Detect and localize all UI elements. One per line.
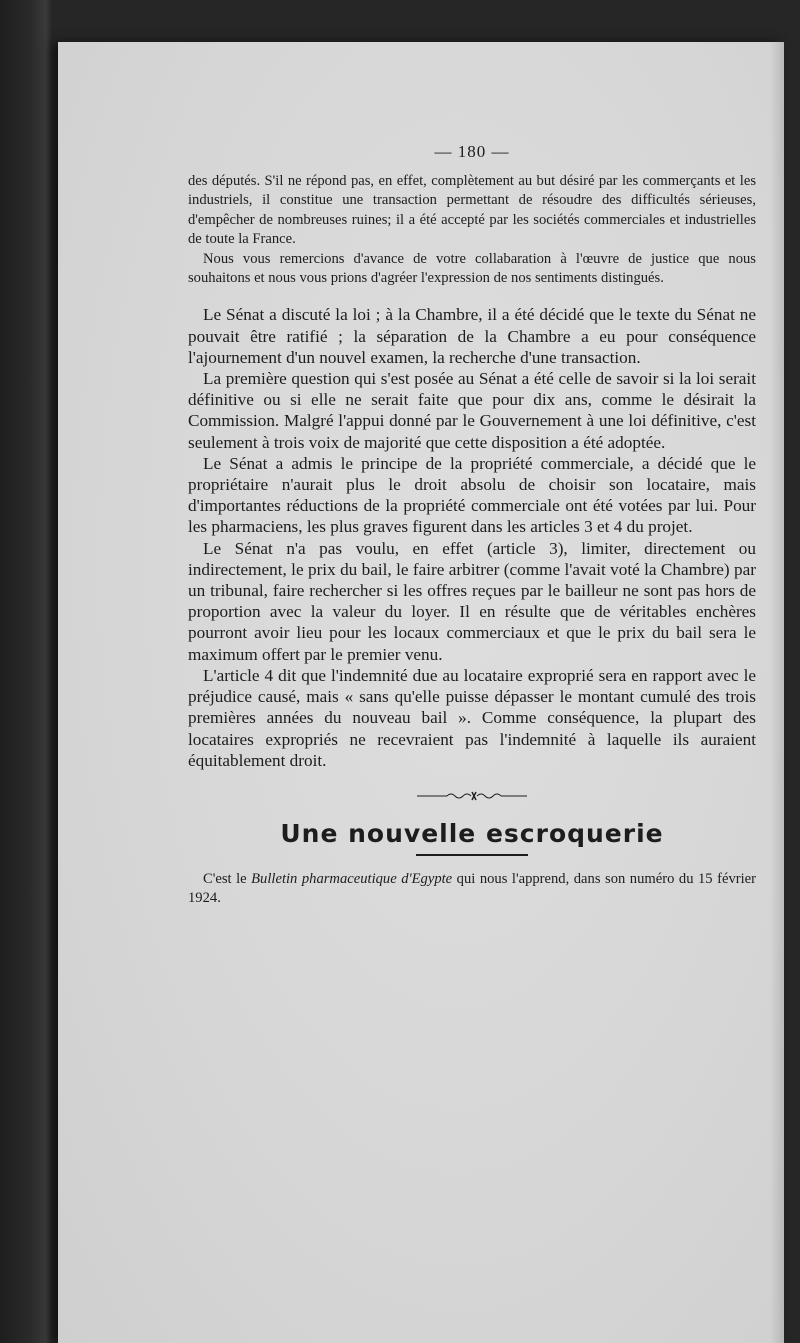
publication-title: Bulletin pharmaceutique d'Egypte bbox=[251, 870, 453, 887]
section-heading: Une nouvelle escroquerie bbox=[280, 818, 664, 848]
intro-text-start: C'est le bbox=[203, 870, 252, 887]
body-paragraph: Le Sénat a admis le principe de la propriété commerciale, a décidé que le propriétaire n'aurait plus le droit absolu de choisir son locataire, mais d'importantes réductions de la propriété commerciale ont été votées par lui. Pour les pharmaciens, les plus graves figurent dans les articles 3 et 4 du projet. bbox=[188, 453, 756, 537]
page-sheet bbox=[58, 42, 784, 1343]
heading-underline bbox=[416, 854, 528, 856]
page-number: — 180 — bbox=[434, 142, 510, 161]
section-divider-ornament bbox=[188, 791, 756, 801]
body-paragraph: La première question qui s'est posée au Sénat a été celle de savoir si la loi serait définitive ou si elle ne serait faite que pour dix ans, comme le désirait la Commission. Malgré l'appui donné par le Gouvernement à une loi définitive, c'est seulement à trois voix de majorité que cette disposition a été adoptée. bbox=[188, 369, 756, 452]
intro-text-end: qui nous l'apprend, dans son numéro du 15 février 1924. bbox=[188, 870, 756, 907]
page-content bbox=[188, 142, 756, 909]
body-paragraph: Le Sénat a discuté la loi ; à la Chambre, il a été décidé que le texte du Sénat ne pouvait être ratifié ; la séparation de la Chambre a eu pour conséquence l'ajournement d'un nouvel examen, la recherche d'une transaction. bbox=[188, 305, 756, 367]
letter-paragraph: des députés. S'il ne répond pas, en effet, complètement au but désiré par les commerçants et les industriels, il constitue une transaction permettant de résoudre des difficultés sérieuses, d'empêcher de nombreuses ruines; il a été accepté par les sociétés commerciales et industrielles de toute la France. bbox=[188, 173, 756, 248]
section-intro-paragraph bbox=[188, 870, 756, 909]
letter-paragraph: Nous vous remercions d'avance de votre collabaration à l'œuvre de justice que nous souhaitons et nous vous prions d'agréer l'expression de nos sentiments distingués. bbox=[188, 250, 756, 287]
page-edge-shadow bbox=[770, 42, 784, 1343]
body-paragraph: L'article 4 dit que l'indemnité due au locataire exproprié sera en rapport avec le préjudice causé, mais « sans qu'elle puisse dépasser le montant cumulé des trois premières années du nouveau bail ». Comme conséquence, la plupart des locataires expropriés ne recevraient pas l'indemnité à laquelle ils auraient équitablement droit. bbox=[188, 665, 756, 770]
body-paragraph: Le Sénat n'a pas voulu, en effet (article 3), limiter, directement ou indirectement, le prix du bail, le faire arbitrer (comme l'avait voté la Chambre) par un tribunal, faire rechercher si les offres reçues par le bailleur ne sont pas hors de proportion avec la valeur du loyer. Il en résulte que de véritables enchères pourront avoir lieu pour les locaux commerciaux et que le prix du bail sera le maximum offert par le premier venu. bbox=[188, 538, 756, 664]
